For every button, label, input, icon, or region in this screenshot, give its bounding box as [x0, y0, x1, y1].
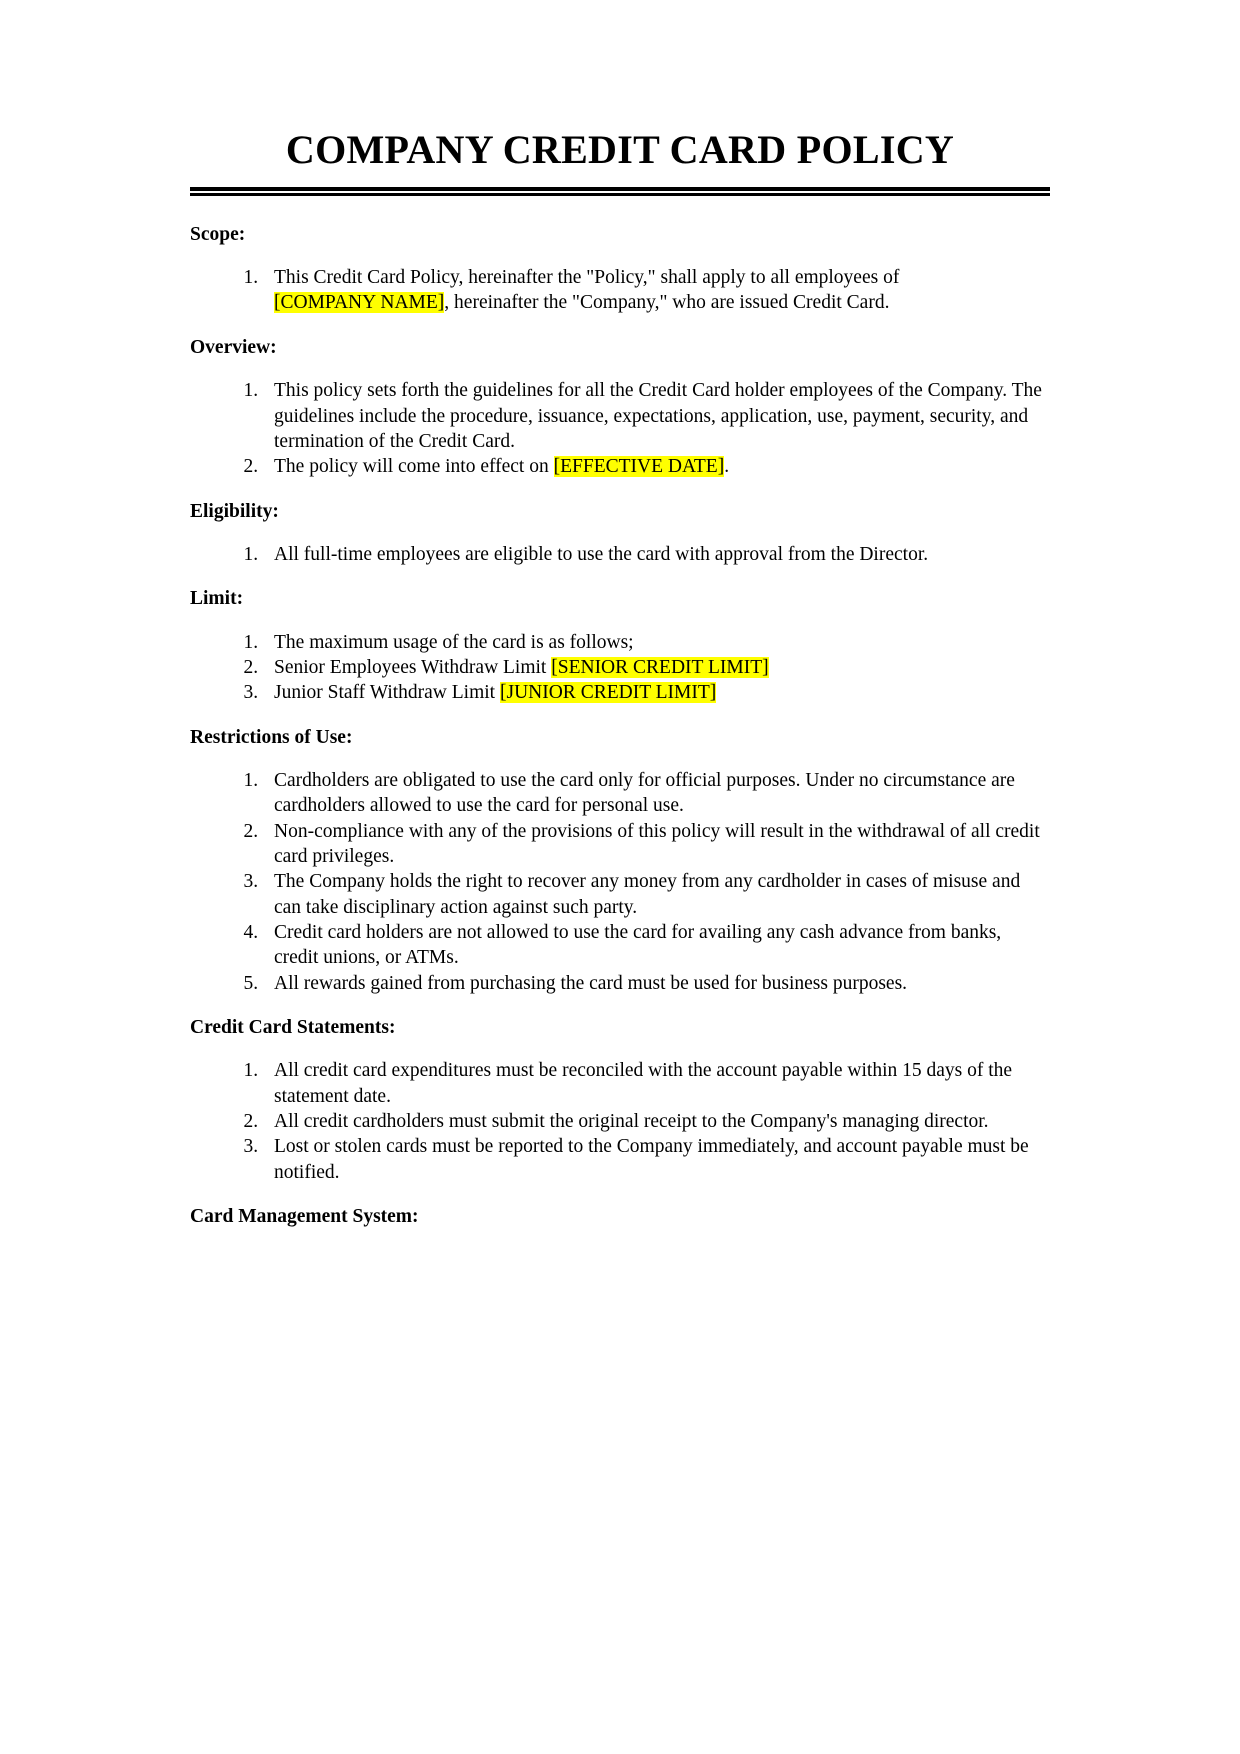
policy-section [190, 335, 1050, 480]
section-heading: Credit Card Statements: [190, 1017, 396, 1039]
policy-section [190, 222, 1050, 316]
policy-list [190, 378, 1050, 479]
section-heading: Limit: [190, 588, 244, 610]
policy-list [190, 630, 1050, 706]
policy-list [190, 265, 1050, 316]
spacer [190, 706, 1050, 725]
policy-list [190, 1058, 1050, 1185]
list-item [263, 971, 1050, 996]
section-heading: Scope: [190, 223, 246, 245]
spacer [190, 316, 1050, 335]
policy-list [190, 542, 1050, 567]
section-heading: Eligibility: [190, 500, 279, 522]
highlighted-placeholder: [COMPANY NAME] [274, 292, 445, 314]
list-item [263, 454, 1050, 479]
text-run: This policy sets forth the guidelines for all the Credit Card holder employees of the Company. The guidelines include the procedure, issuance, expectations, application, use, payment, security, and termination of the Credit Card. [274, 380, 1042, 452]
section-heading: Restrictions of Use: [190, 726, 353, 748]
text-run: All full-time employees are eligible to use the card with approval from the Director. [274, 543, 929, 565]
list-item [263, 680, 1050, 705]
spacer [190, 612, 1050, 630]
policy-section [190, 586, 1050, 705]
policy-section [190, 725, 1050, 996]
text-run: The policy will come into effect on [274, 456, 554, 478]
policy-list [190, 768, 1050, 996]
list-item [263, 1134, 1050, 1185]
document-body [190, 196, 1050, 1230]
page-title: COMPANY CREDIT CARD POLICY [285, 127, 955, 172]
text-run: Lost or stolen cards must be reported to the Company immediately, and account payable must be notified. [274, 1136, 1029, 1183]
text-run: The maximum usage of the card is as follows; [274, 631, 634, 653]
text-run: Junior Staff Withdraw Limit [274, 682, 500, 704]
text-run: . [724, 456, 730, 478]
section-heading: Card Management System: [190, 1206, 419, 1228]
title-divider [190, 187, 1050, 196]
policy-section [190, 1015, 1050, 1185]
policy-section [190, 1204, 1050, 1229]
text-run: All rewards gained from purchasing the card must be used for business purposes. [274, 972, 908, 994]
section-heading: Overview: [190, 336, 277, 358]
text-run: This Credit Card Policy, hereinafter the "Policy," shall apply to all employees of [274, 267, 900, 289]
spacer [190, 996, 1050, 1015]
spacer [190, 1040, 1050, 1058]
list-item [263, 869, 1050, 920]
text-run: Non-compliance with any of the provisions of this policy will result in the withdrawal of all credit card privileges. [274, 820, 1040, 867]
text-run: Senior Employees Withdraw Limit [274, 656, 552, 678]
spacer [190, 480, 1050, 499]
text-run: Cardholders are obligated to use the card only for official purposes. Under no circumstance are cardholders allowed to use the card for personal use. [274, 769, 1015, 817]
spacer [190, 567, 1050, 586]
policy-section [190, 499, 1050, 568]
list-item [263, 819, 1050, 870]
title-divider-line-top [190, 187, 1050, 191]
list-item [263, 378, 1050, 454]
list-item [263, 655, 1050, 680]
list-item [263, 1109, 1050, 1134]
list-item [263, 542, 1050, 567]
spacer [190, 247, 1050, 265]
text-run: The Company holds the right to recover any money from any cardholder in cases of misuse and can take disciplinary action against such party. [274, 871, 1021, 918]
list-item [263, 265, 1050, 316]
spacer [190, 750, 1050, 768]
title-divider-line-bottom [190, 193, 1050, 196]
spacer [190, 524, 1050, 542]
text-run: All credit card expenditures must be reconciled with the account payable within 15 days of the statement date. [274, 1060, 1013, 1107]
list-item [263, 768, 1050, 819]
highlighted-placeholder: [JUNIOR CREDIT LIMIT] [499, 682, 717, 704]
spacer [190, 360, 1050, 378]
text-run: Credit card holders are not allowed to use the card for availing any cash advance from banks, credit unions, or ATMs. [274, 922, 1002, 969]
list-item [263, 1058, 1050, 1109]
list-item [263, 630, 1050, 655]
spacer [190, 1185, 1050, 1204]
highlighted-placeholder: [SENIOR CREDIT LIMIT] [551, 656, 769, 678]
highlighted-placeholder: [EFFECTIVE DATE] [553, 456, 725, 478]
text-run: All credit cardholders must submit the original receipt to the Company's managing director. [274, 1111, 989, 1133]
text-run: , hereinafter the "Company," who are issued Credit Card. [444, 292, 890, 314]
list-item [263, 920, 1050, 971]
